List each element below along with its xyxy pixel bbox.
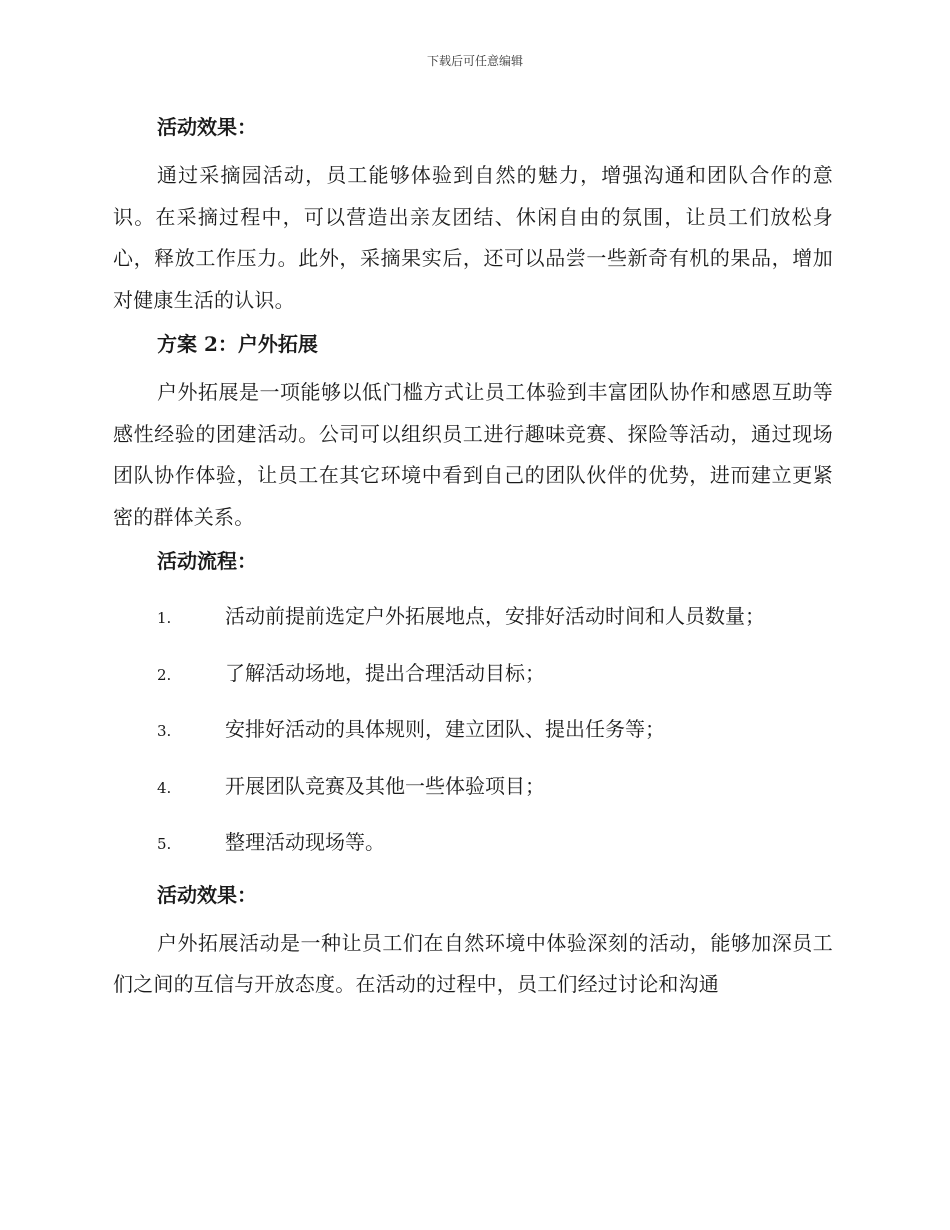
list-item-text: 活动前提前选定户外拓展地点，安排好活动时间和人员数量； xyxy=(225,604,765,628)
page-header: 下载后可任意编辑 xyxy=(426,54,523,68)
paragraph-effect-1: 通过采摘园活动，员工能够体验到自然的魅力，增强沟通和团队合作的意识。在采摘过程中，可以营造出亲友团结、休闲自由的氛围，让员工们放松身心，释放工作压力。此外，采摘果实后，还可以品尝一些新奇有机的果品，增加对健康生活的认识。 xyxy=(113,163,833,312)
list-item-number: 2. xyxy=(157,665,172,684)
paragraph-plan-2: 户外拓展是一项能够以低门槛方式让员工体验到丰富团队协作和感恩互助等感性经验的团建活动。公司可以组织员工进行趣味竞赛、探险等活动，通过现场团队协作体验，让员工在其它环境中看到自己的团队伙伴的优势，进而建立更紧密的群体关系。 xyxy=(113,380,833,529)
list-item-text: 安排好活动的具体规则，建立团队、提出任务等； xyxy=(225,717,665,741)
list-item-text: 了解活动场地，提出合理活动目标； xyxy=(225,660,545,685)
paragraph-effect-2: 户外拓展活动是一种让员工们在自然环境中体验深刻的活动，能够加深员工们之间的互信与开放态度。在活动的过程中，员工们经过讨论和沟通 xyxy=(113,930,833,996)
list-item xyxy=(113,759,833,816)
list-item-text: 开展团队竞赛及其他一些体验项目； xyxy=(225,773,545,798)
list-item xyxy=(113,589,833,646)
list-item-text: 整理活动现场等。 xyxy=(225,830,385,854)
list-item xyxy=(113,815,833,872)
list-item-number: 5. xyxy=(157,835,172,853)
process-list xyxy=(113,589,833,872)
list-item xyxy=(113,646,833,703)
section-heading-plan-2: 方案 2：户外拓展 xyxy=(157,332,318,356)
section-heading-process: 活动流程： xyxy=(157,549,257,573)
list-item-number: 4. xyxy=(157,778,172,797)
section-heading-effect-2: 活动效果： xyxy=(157,882,257,907)
list-item-number: 3. xyxy=(157,722,172,740)
document-body xyxy=(113,104,833,1014)
list-item xyxy=(113,702,833,759)
section-heading-effect-1: 活动效果： xyxy=(157,115,257,139)
list-item-number: 1. xyxy=(157,609,172,627)
